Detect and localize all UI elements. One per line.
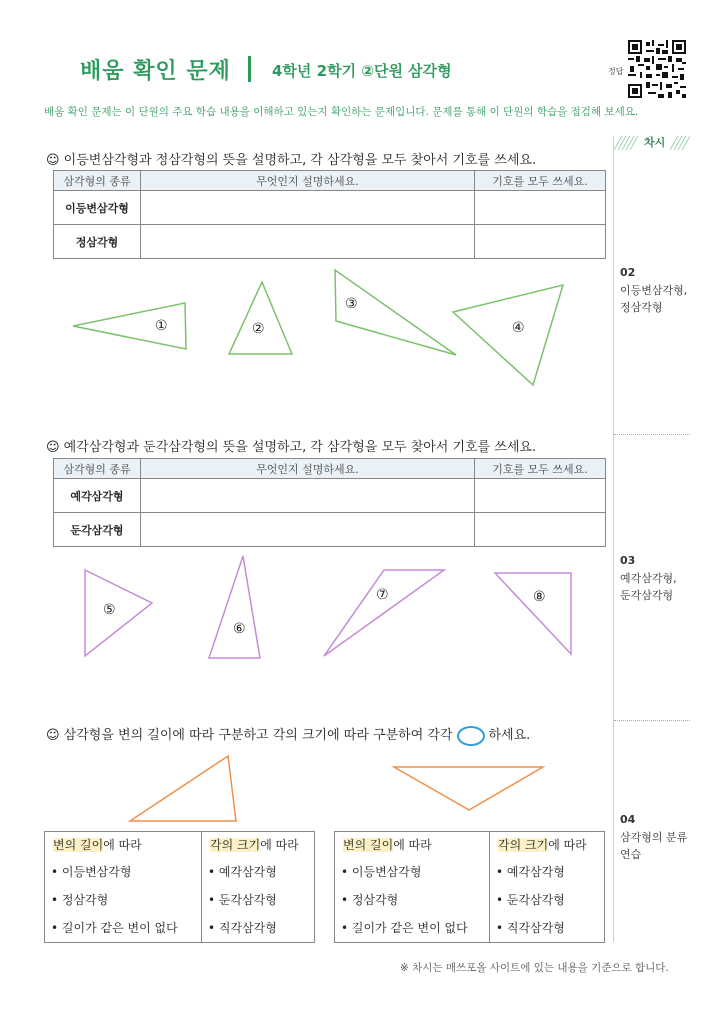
sidebar-item-04-line1: 삼각형의 분류 — [620, 831, 688, 844]
triangle-3 — [335, 270, 456, 355]
classification-table-b — [334, 831, 605, 943]
answer-cell-symbols-obtuse[interactable] — [475, 513, 606, 547]
option-right[interactable]: • 직각삼각형 — [496, 921, 565, 935]
question-1-table — [53, 170, 606, 259]
sidebar-item-03-num: 03 — [620, 554, 636, 567]
sidebar-item-02-line1: 이등변삼각형, — [620, 284, 688, 297]
sidebar-item-04-num: 04 — [620, 813, 636, 826]
angle-column — [202, 832, 314, 942]
row-label-isosceles: 이등변삼각형 — [54, 191, 141, 225]
question-3-prompt — [46, 724, 530, 746]
sidebar-separator — [614, 720, 690, 721]
question-3-prompt-after: 하세요. — [488, 728, 531, 743]
table-header: 무엇인지 설명하세요. — [141, 459, 475, 479]
triangle-classify-b — [394, 767, 543, 810]
sidebar-separator — [614, 434, 690, 435]
option-right[interactable]: • 직각삼각형 — [208, 921, 277, 935]
answer-cell-symbols-equilateral[interactable] — [475, 225, 606, 259]
classification-table-a — [44, 831, 315, 943]
option-isosceles[interactable]: • 이등변삼각형 — [341, 865, 422, 879]
title-divider — [248, 56, 251, 82]
sidebar-item-04-line2: 연습 — [620, 848, 642, 861]
option-scalene[interactable]: • 길이가 같은 변이 없다 — [51, 921, 178, 935]
angle-header: 각의 크기에 따라 — [210, 838, 299, 852]
sidebar-heading: 차시 — [640, 134, 669, 150]
triangle-classify-a — [130, 756, 236, 821]
option-equilateral[interactable]: • 정삼각형 — [51, 893, 109, 907]
sidebar-item-02-num: 02 — [620, 266, 636, 279]
question-1-prompt: ☺ 이등변삼각형과 정삼각형의 뜻을 설명하고, 각 삼각형을 모두 찾아서 기호를 쓰세요. — [46, 153, 537, 168]
page-title: 배움 확인 문제 — [80, 59, 231, 84]
sidebar-item-03-line2: 둔각삼각형 — [620, 589, 674, 602]
angle-column — [490, 832, 604, 942]
option-obtuse[interactable]: • 둔각삼각형 — [496, 893, 565, 907]
row-label-obtuse: 둔각삼각형 — [54, 513, 141, 547]
side-length-header: 변의 길이에 따라 — [343, 838, 432, 852]
question-2-table — [53, 458, 606, 547]
side-length-column — [335, 832, 490, 942]
answer-cell-symbols-isosceles[interactable] — [475, 191, 606, 225]
option-isosceles[interactable]: • 이등변삼각형 — [51, 865, 132, 879]
triangle-2 — [229, 282, 292, 354]
triangle-7 — [324, 570, 444, 656]
triangle-label: ⑧ — [533, 589, 546, 605]
triangle-8 — [495, 573, 571, 654]
triangle-label: ② — [252, 321, 265, 337]
option-scalene[interactable]: • 길이가 같은 변이 없다 — [341, 921, 468, 935]
option-obtuse[interactable]: • 둔각삼각형 — [208, 893, 277, 907]
footnote: ※ 차시는 매쓰포올 사이트에 있는 내용을 기준으로 합니다. — [400, 962, 669, 974]
triangle-label: ⑤ — [103, 602, 116, 618]
triangle-label: ⑦ — [376, 587, 389, 603]
table-header: 기호를 모두 쓰세요. — [475, 459, 606, 479]
table-header: 삼각형의 종류 — [54, 459, 141, 479]
side-length-header: 변의 길이에 따라 — [53, 838, 142, 852]
answer-cell-symbols-acute[interactable] — [475, 479, 606, 513]
sidebar-item-03-line1: 예각삼각형, — [620, 572, 677, 585]
answer-cell-explain-equilateral[interactable] — [141, 225, 475, 259]
answer-label: 정답 — [608, 67, 624, 76]
triangle-4 — [453, 285, 563, 385]
qr-code-icon[interactable] — [628, 40, 686, 98]
option-acute[interactable]: • 예각삼각형 — [496, 865, 565, 879]
triangle-label: ⑥ — [233, 621, 246, 637]
row-label-equilateral: 정삼각형 — [54, 225, 141, 259]
question-3-prompt-before: ☺ 삼각형을 변의 길이에 따라 구분하고 각의 크기에 따라 구분하여 각각 — [46, 728, 453, 743]
option-equilateral[interactable]: • 정삼각형 — [341, 893, 399, 907]
answer-cell-explain-obtuse[interactable] — [141, 513, 475, 547]
triangle-1 — [73, 303, 186, 349]
table-header: 무엇인지 설명하세요. — [141, 171, 475, 191]
triangle-label: ① — [155, 318, 168, 334]
triangle-5 — [85, 570, 152, 656]
side-length-column — [45, 832, 202, 942]
sidebar-divider — [613, 136, 614, 942]
table-header: 삼각형의 종류 — [54, 171, 141, 191]
triangle-label: ③ — [345, 296, 358, 312]
question-2-prompt: ☺ 예각삼각형과 둔각삼각형의 뜻을 설명하고, 각 삼각형을 모두 찾아서 기호를 쓰세요. — [46, 440, 537, 455]
unit-title: 4학년 2학기 ②단원 삼각형 — [272, 62, 452, 80]
triangle-6 — [209, 556, 260, 658]
angle-header: 각의 크기에 따라 — [498, 838, 587, 852]
option-acute[interactable]: • 예각삼각형 — [208, 865, 277, 879]
table-header: 기호를 모두 쓰세요. — [475, 171, 606, 191]
sidebar-item-02-line2: 정삼각형 — [620, 301, 663, 314]
triangle-label: ④ — [512, 320, 525, 336]
circle-mark-icon — [457, 726, 485, 746]
intro-text: 배움 확인 문제는 이 단원의 주요 학습 내용을 이해하고 있는지 확인하는 문제입니다. 문제를 통해 이 단원의 학습을 점검해 보세요. — [44, 106, 639, 118]
row-label-acute: 예각삼각형 — [54, 479, 141, 513]
answer-cell-explain-isosceles[interactable] — [141, 191, 475, 225]
answer-cell-explain-acute[interactable] — [141, 479, 475, 513]
